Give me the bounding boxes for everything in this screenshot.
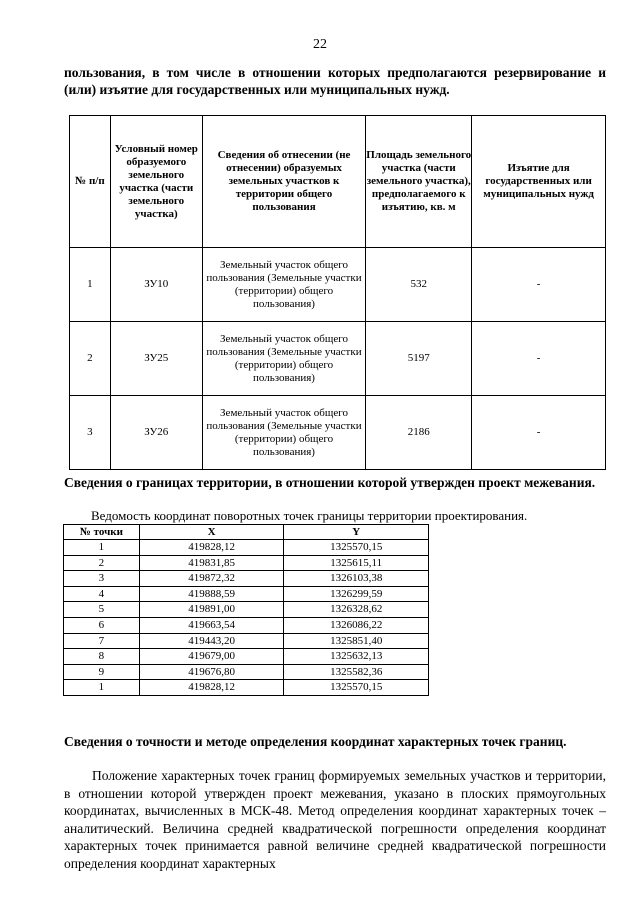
cell-point: 7 <box>64 633 140 649</box>
body-paragraph: Положение характерных точек границ формируемых земельных участков и территории, в отношении которой утвержден проект межевания, указано в плоских прямоугольных координатах, вычисленных в МСК-48. Метод определения координат характерных точек – аналитический. Величина средней квадратической погрешности определения координат характерных точек принимается равной величине средней квадратической погрешности определения координат характерных <box>64 768 606 871</box>
cell-point: 3 <box>64 571 140 587</box>
header-x: X <box>139 525 284 540</box>
cell-x: 419679,00 <box>139 649 284 665</box>
cell-y: 1326328,62 <box>284 602 429 618</box>
cell-x: 419831,85 <box>139 555 284 571</box>
cell-y: 1326086,22 <box>284 617 429 633</box>
coordinates-subtitle: Ведомость координат поворотных точек границы территории проектирования. <box>91 508 528 523</box>
land-plots-table <box>69 115 606 470</box>
intro-paragraph: пользования, в том числе в отношении которых предполагаются резервирование и (или) изъятие для государственных или муниципальных нужд. <box>64 65 606 97</box>
cell-y: 1325582,36 <box>284 664 429 680</box>
cell-num: 1 <box>70 248 111 322</box>
cell-num: 2 <box>70 322 111 396</box>
table-header-row <box>64 525 429 540</box>
table-row <box>70 396 606 470</box>
coordinates-table <box>63 524 429 696</box>
header-num: № п/п <box>70 116 111 248</box>
header-plot-id: Условный номер образуемого земельного участка (части земельного участка) <box>110 116 202 248</box>
cell-point: 2 <box>64 555 140 571</box>
header-point: № точки <box>64 525 140 540</box>
cell-x: 419443,20 <box>139 633 284 649</box>
cell-plot-id: ЗУ10 <box>110 248 202 322</box>
header-info: Сведения об отнесении (не отнесении) образуемых земельных участков к территории общего пользования <box>202 116 366 248</box>
cell-point: 1 <box>64 540 140 556</box>
cell-point: 4 <box>64 586 140 602</box>
table-row <box>64 617 429 633</box>
cell-x: 419828,12 <box>139 540 284 556</box>
header-area: Площадь земельного участка (части земельного участка), предполагаемого к изъятию, кв. м <box>366 116 472 248</box>
heading-boundaries: Сведения о границах территории, в отношении которой утвержден проект межевания. <box>64 475 596 490</box>
table-row <box>64 680 429 696</box>
header-seizure: Изъятие для государственных или муниципальных нужд <box>472 116 606 248</box>
cell-point: 9 <box>64 664 140 680</box>
cell-plot-id: ЗУ26 <box>110 396 202 470</box>
cell-info: Земельный участок общего пользования (Земельные участки (территории) общего пользования) <box>202 322 366 396</box>
cell-seizure: - <box>472 396 606 470</box>
header-y: Y <box>284 525 429 540</box>
cell-seizure: - <box>472 248 606 322</box>
table-row <box>64 664 429 680</box>
table-row <box>64 586 429 602</box>
cell-x: 419676,80 <box>139 664 284 680</box>
cell-x: 419828,12 <box>139 680 284 696</box>
cell-x: 419872,32 <box>139 571 284 587</box>
cell-y: 1325570,15 <box>284 540 429 556</box>
cell-y: 1325615,11 <box>284 555 429 571</box>
cell-y: 1326103,38 <box>284 571 429 587</box>
cell-y: 1325570,15 <box>284 680 429 696</box>
table-row <box>64 649 429 665</box>
cell-x: 419891,00 <box>139 602 284 618</box>
cell-area: 2186 <box>366 396 472 470</box>
cell-y: 1325632,13 <box>284 649 429 665</box>
cell-point: 8 <box>64 649 140 665</box>
cell-num: 3 <box>70 396 111 470</box>
table-row <box>64 571 429 587</box>
cell-seizure: - <box>472 322 606 396</box>
table-row <box>70 322 606 396</box>
heading-accuracy: Сведения о точности и методе определения координат характерных точек границ. <box>64 734 567 749</box>
table-row <box>64 555 429 571</box>
table-row <box>64 602 429 618</box>
page-number: 22 <box>313 37 327 52</box>
cell-plot-id: ЗУ25 <box>110 322 202 396</box>
table-row <box>64 540 429 556</box>
table-header-row <box>70 116 606 248</box>
cell-info: Земельный участок общего пользования (Земельные участки (территории) общего пользования) <box>202 248 366 322</box>
cell-point: 1 <box>64 680 140 696</box>
table-row <box>70 248 606 322</box>
cell-area: 5197 <box>366 322 472 396</box>
cell-x: 419663,54 <box>139 617 284 633</box>
cell-point: 6 <box>64 617 140 633</box>
cell-info: Земельный участок общего пользования (Земельные участки (территории) общего пользования) <box>202 396 366 470</box>
cell-y: 1325851,40 <box>284 633 429 649</box>
cell-point: 5 <box>64 602 140 618</box>
cell-x: 419888,59 <box>139 586 284 602</box>
cell-area: 532 <box>366 248 472 322</box>
table-row <box>64 633 429 649</box>
cell-y: 1326299,59 <box>284 586 429 602</box>
